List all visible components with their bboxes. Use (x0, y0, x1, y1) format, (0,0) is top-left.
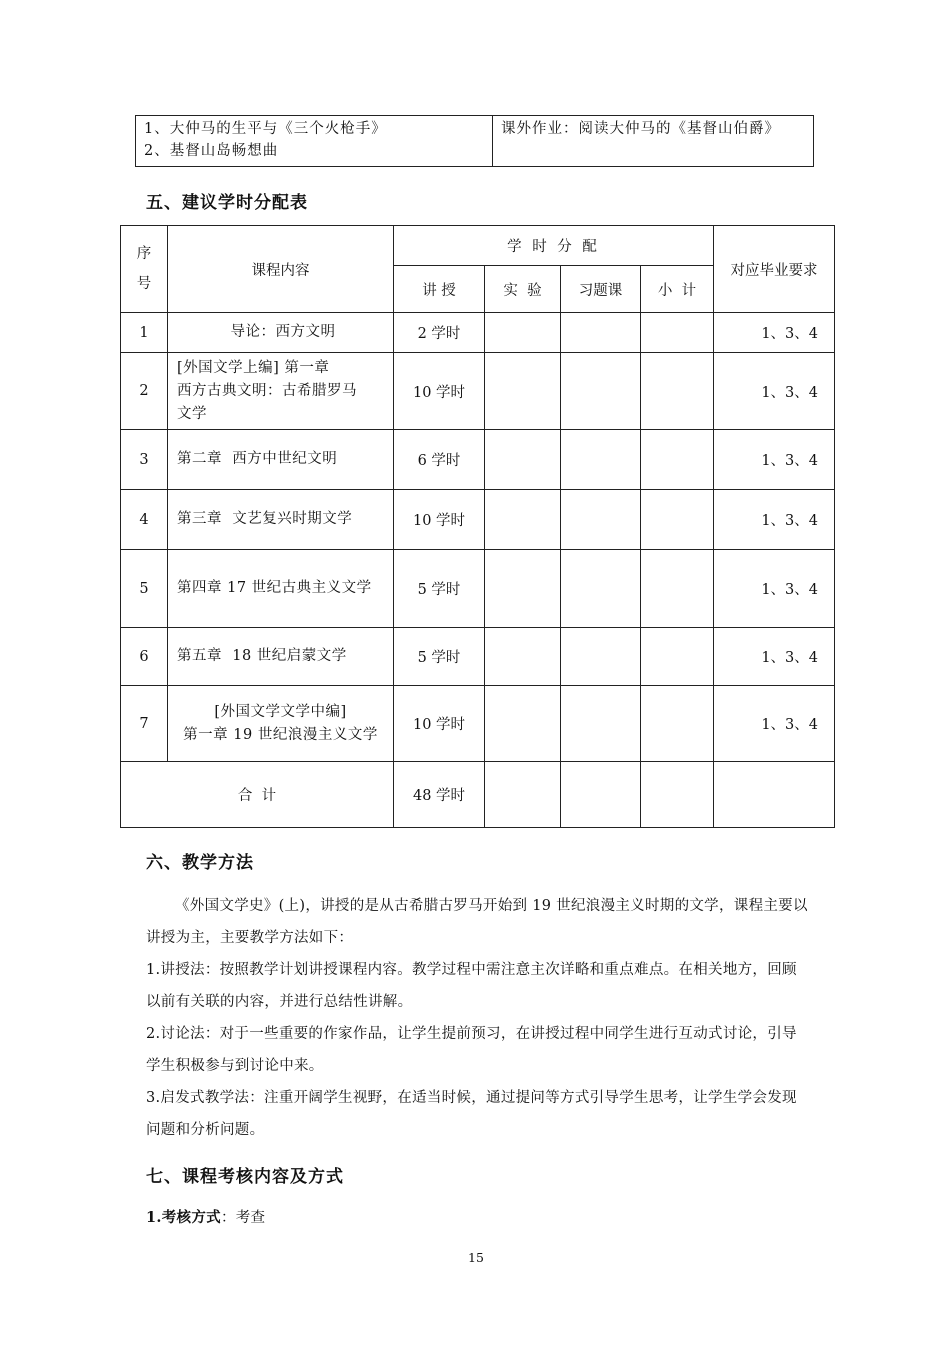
header-hours-group: 学 时 分 配 (394, 226, 714, 266)
topic-line: 2、基督山岛畅想曲 (144, 143, 279, 159)
section-6-title: 六、教学方法 (146, 853, 254, 873)
assessment-value: ：考查 (220, 1210, 266, 1226)
table-row: 6 第五章 18 世纪启蒙文学 5 学时 1、3、4 (121, 628, 835, 686)
header-lecture: 讲 授 (394, 266, 485, 313)
table-row: 1 导论：西方文明 2 学时 1、3、4 (121, 313, 835, 353)
header-exercise: 习题课 (561, 266, 641, 313)
header-subtotal: 小 计 (641, 266, 714, 313)
homework-cell: 课外作业：阅读大仲马的《基督山伯爵》 (493, 116, 814, 167)
intro-paragraph: 《外国文学史》(上)，讲授的是从古希腊古罗马开始到 19 世纪浪漫主义时期的文学，课程主要以讲授为主，主要教学方法如下： (146, 898, 808, 946)
header-requirement: 对应毕业要求 (714, 226, 835, 313)
total-hours: 48 学时 (394, 762, 485, 828)
header-experiment: 实 验 (485, 266, 561, 313)
method-paragraph: 2.讨论法：对于一些重要的作家作品，让学生提前预习，在讲授过程中同学生进行互动式讨论，引导学生积极参与到讨论中来。 (146, 1026, 797, 1074)
method-paragraph: 3.启发式教学法：注重开阔学生视野，在适当时候，通过提问等方式引导学生思考，让学生学会发现问题和分析问题。 (146, 1090, 797, 1138)
assessment-line (146, 1204, 811, 1232)
reading-assignment-table (135, 115, 814, 167)
hours-allocation-table (120, 225, 835, 828)
total-label: 合 计 (121, 762, 394, 828)
table-row: 3 第二章 西方中世纪文明 6 学时 1、3、4 (121, 430, 835, 490)
section-5-title: 五、建议学时分配表 (146, 193, 308, 213)
table-row: 7 [外国文学文学中编] 第一章 19 世纪浪漫主义文学 10 学时 1、3、4 (121, 686, 835, 762)
table-row: 2 [外国文学上编] 第一章 西方古典文明：古希腊罗马 文学 10 学时 1、3、4 (121, 353, 835, 430)
teaching-methods-text (146, 890, 811, 1146)
total-row (121, 762, 835, 828)
assessment-label: 1.考核方式 (146, 1209, 221, 1226)
lecture-topics-cell (136, 116, 493, 167)
section-7-title: 七、课程考核内容及方式 (146, 1167, 344, 1187)
table-row: 5 第四章 17 世纪古典主义文学 5 学时 1、3、4 (121, 550, 835, 628)
method-paragraph: 1.讲授法：按照教学计划讲授课程内容。教学过程中需注意主次详略和重点难点。在相关地方，回顾以前有关联的内容，并进行总结性讲解。 (146, 962, 797, 1010)
header-no: 序 号 (121, 226, 168, 313)
header-content: 课程内容 (168, 226, 394, 313)
topic-line: 1、大仲马的生平与《三个火枪手》 (144, 121, 387, 137)
page-number: 15 (468, 1250, 484, 1265)
table-row: 4 第三章 文艺复兴时期文学 10 学时 1、3、4 (121, 490, 835, 550)
